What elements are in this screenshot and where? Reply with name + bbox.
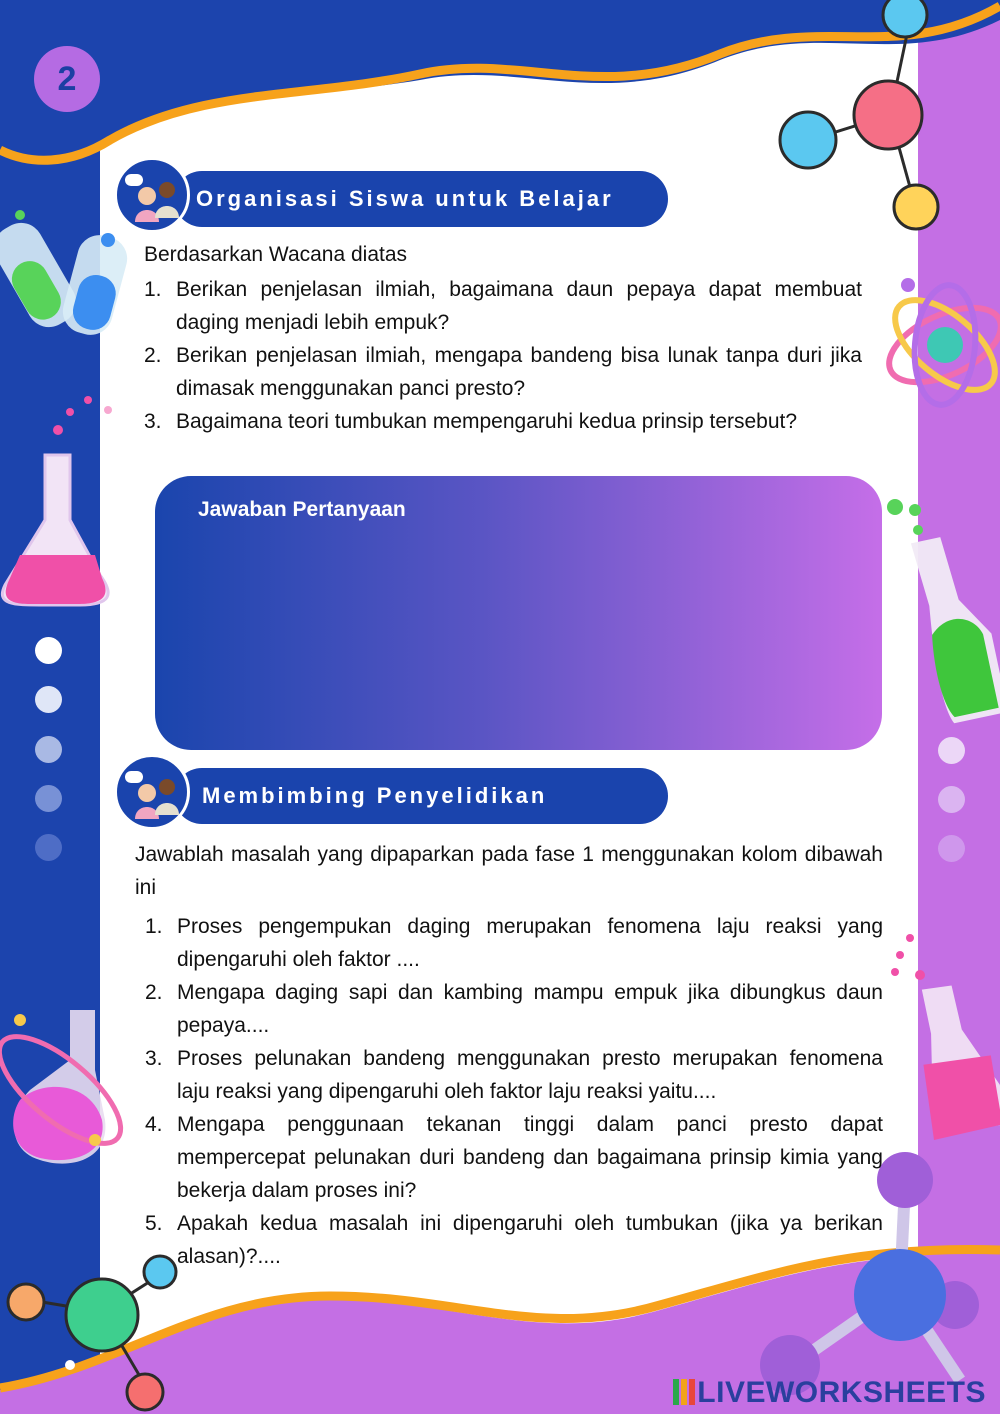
section-header-membimbing: [114, 754, 674, 826]
answer-box[interactable]: [155, 476, 882, 750]
section1-intro: Berdasarkan Wacana diatas: [144, 243, 408, 266]
section1-question-list: [144, 273, 862, 438]
list-item: 3. Proses pelunakan bandeng menggunakan presto merupakan fenomena laju reaksi yang dipengaruhi oleh faktor laju reaksi yaitu....: [145, 1047, 883, 1103]
list-item: 1. Berikan penjelasan ilmiah, bagaimana daun pepaya dapat membuat daging menjadi lebih empuk?: [144, 278, 862, 334]
list-item: 4. Mengapa penggunaan tekanan tinggi dalam panci presto dapat mempercepat pelunakan duri bandeng dan bagaimana prinsip kimia yang bekerja dalam proses ini?: [145, 1113, 883, 1202]
students-icon: [114, 754, 190, 830]
section-title: Organisasi Siswa untuk Belajar: [174, 171, 668, 227]
section2-intro: Jawablah masalah yang dipaparkan pada fase 1 menggunakan kolom dibawah ini: [135, 843, 883, 899]
liveworksheets-watermark: LIVEWORKSHEETS: [673, 1376, 986, 1410]
answer-box-title: Jawaban Pertanyaan: [198, 498, 406, 521]
list-item: 1. Proses pengempukan daging merupakan fenomena laju reaksi yang dipengaruhi oleh faktor ....: [145, 915, 883, 971]
section-header-organisasi: [114, 157, 674, 229]
section-title: Membimbing Penyelidikan: [174, 768, 668, 824]
list-item: 2. Berikan penjelasan ilmiah, mengapa bandeng bisa lunak tanpa duri jika dimasak menggunakan panci presto?: [144, 344, 862, 400]
liveworksheets-logo-icon: [673, 1379, 695, 1405]
list-item: 3. Bagaimana teori tumbukan mempengaruhi kedua prinsip tersebut?: [144, 410, 798, 433]
list-item: 5. Apakah kedua masalah ini dipengaruhi oleh tumbukan (jika ya berikan alasan)?....: [145, 1212, 883, 1268]
section2-question-list: [145, 910, 883, 1273]
list-item: 2. Mengapa daging sapi dan kambing mampu empuk jika dibungkus daun pepaya....: [145, 981, 883, 1037]
page-number-badge: 2: [34, 46, 100, 112]
students-icon: [114, 157, 190, 233]
